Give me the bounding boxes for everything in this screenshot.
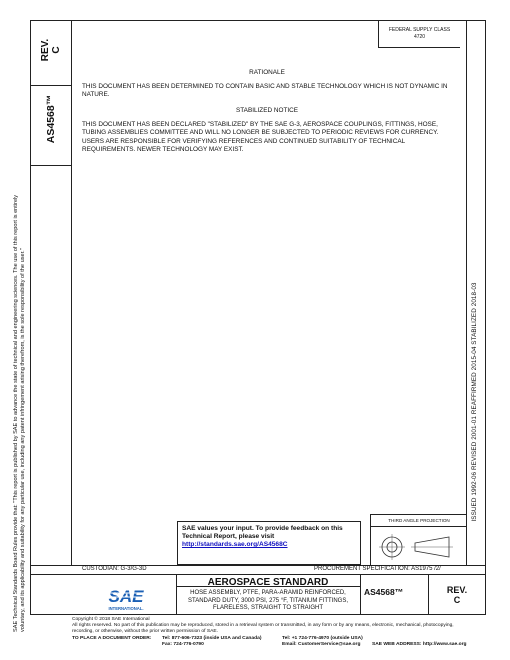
left-column-divider: [30, 85, 72, 86]
custodian-label: CUSTODIAN: G-3/G-3D: [82, 566, 147, 572]
third-angle-projection-label: THIRD ANGLE PROJECTION: [388, 518, 450, 523]
left-rev-value: C: [51, 46, 62, 54]
footer-fax: Fax: 724-776-0790: [162, 642, 204, 647]
title-block-doc-number: AS4568™: [364, 587, 404, 597]
description-line-2: STANDARD DUTY, 3000 PSI, 275 °F, TITANIUM FITTINGS,: [188, 597, 348, 604]
footer-tel-intl: Tel: +1 724-776-4970 (outside USA): [282, 636, 363, 641]
title-block-rev: [432, 585, 482, 605]
feedback-link[interactable]: http://standards.sae.org/AS4568C: [182, 541, 288, 548]
feedback-line-2: Technical Report, please visit: [182, 533, 275, 540]
side-note-rules: [13, 152, 37, 632]
description-line-3: FLARELESS, STRAIGHT TO STRAIGHT: [212, 605, 324, 612]
description-line-1: HOSE ASSEMBLY, PTFE, PARA-ARAMID REINFORCED,: [190, 590, 346, 596]
svg-text:INTERNATIONAL.: INTERNATIONAL.: [108, 606, 144, 611]
left-rev-label: REV.: [40, 38, 51, 62]
side-note-line-1: SAE Technical Standards Board Rules provide that: "This report is published by SAE to advance the state of technical and engineering sciences. The use of this report is entirely: [13, 194, 19, 632]
feedback-line-1: SAE values your input. To provide feedback on this: [182, 525, 343, 532]
footer-tel-us: Tel: 877-606-7323 (inside USA and Canada): [162, 636, 262, 641]
projection-divider: [371, 526, 467, 527]
title-block-rev-label: REV.: [446, 585, 468, 595]
document-title: AEROSPACE STANDARD: [207, 577, 329, 588]
federal-supply-class-box: [378, 20, 460, 48]
side-note-line-2: voluntary, and its applicability and suitability for any particular use, including any patent infringement arising therefrom, is the sole responsibility of the user.": [20, 248, 26, 632]
rationale-heading: RATIONALE: [249, 69, 285, 76]
federal-supply-class-label: FEDERAL SUPPLY CLASS: [388, 27, 451, 33]
stabilized-text: THIS DOCUMENT HAS BEEN DECLARED "STABILIZED" BY THE SAE G-3, AEROSPACE COUPLINGS, FITTINGS, HOSE, TUBING ASSEMBLIES COMMITTEE AND WILL NO LONGER BE SUBJECTED TO PERIODIC REVIEWS FOR CURRENCY. USERS ARE RESPONSIBLE FOR VERIFYING REFERENCES AND CONTINUED SUITABILITY OF TECHNICAL REQUIREMENTS. NEWER TECHNOLOGY MAY EXIST.: [82, 121, 439, 154]
title-block-divider: [428, 574, 429, 615]
title-block-rev-value: C: [453, 595, 461, 605]
sae-logo: [96, 583, 156, 613]
issue-history: ISSUED 1992-06 REVISED 2001-01 REAFFIRMED 2015-04 STABILIZED 2018-03: [471, 282, 478, 522]
footer-copyright: Copyright © 2018 SAE International: [72, 617, 150, 622]
footer-email: Email: CustomerService@sae.org: [282, 642, 361, 647]
footer-rights-1: All rights reserved. No part of this publication may be reproduced, stored in a retrieval system or transmitted, in any form or by any means, electronic, mechanical, photocopying,: [72, 623, 454, 628]
footer-web-address[interactable]: SAE WEB ADDRESS: http://www.sae.org: [372, 642, 467, 647]
left-rev-block: [37, 36, 65, 64]
third-angle-projection-icon: [377, 532, 461, 562]
procurement-spec: PROCUREMENT SPECIFICATION: AS1975 /2/: [314, 566, 441, 572]
svg-text:SAE: SAE: [108, 587, 144, 606]
sae-logo-icon: [96, 583, 156, 613]
third-angle-projection-box: [370, 514, 466, 565]
title-block-divider: [176, 574, 177, 615]
rationale-text: THIS DOCUMENT HAS BEEN DETERMINED TO CONTAIN BASIC AND STABLE TECHNOLOGY WHICH IS NOT DYNAMIC IN NATURE.: [82, 83, 448, 99]
footer-order-label: TO PLACE A DOCUMENT ORDER:: [72, 636, 152, 641]
stabilized-heading: STABILIZED NOTICE: [235, 107, 299, 114]
footer-rights-2: recording, or otherwise, without the prior written permission of SAE.: [72, 629, 218, 634]
federal-supply-class-value: 4720: [413, 34, 426, 40]
left-doc-number: AS4568™: [45, 94, 57, 144]
feedback-box: [177, 521, 361, 565]
document-description: [178, 590, 358, 613]
title-block-divider: [360, 574, 361, 615]
title-block-row-line: [30, 574, 486, 575]
